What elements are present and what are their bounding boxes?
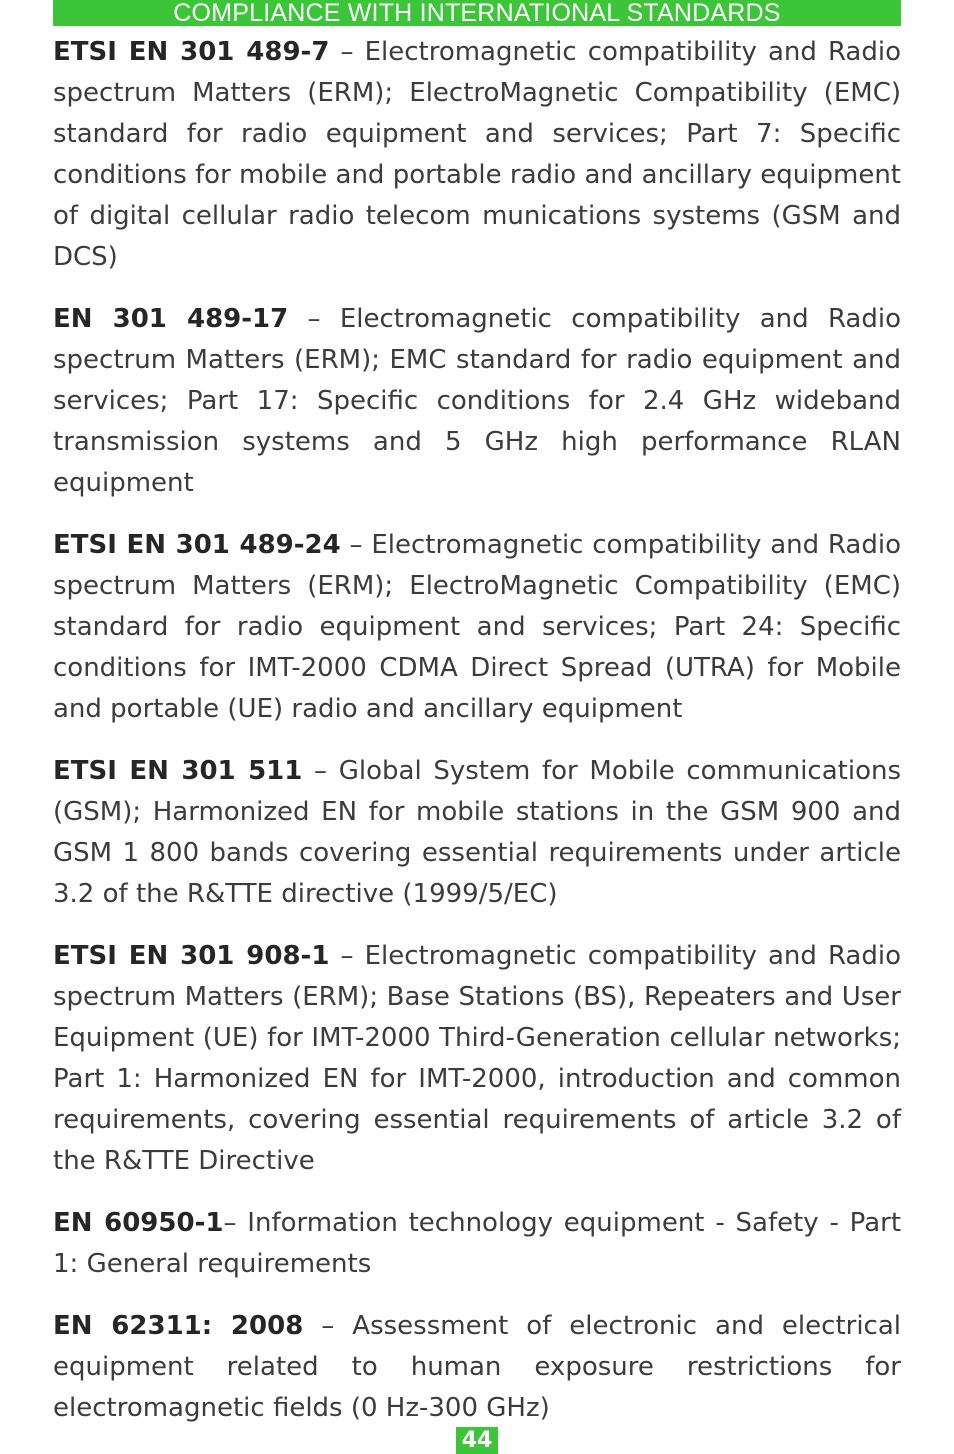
page-number: 44 — [456, 1427, 498, 1454]
entry-separator: – — [303, 1311, 353, 1341]
standard-entry — [53, 936, 901, 1182]
entry-separator: – — [340, 530, 372, 560]
standard-code: ETSI EN 301 489-7 — [53, 37, 330, 67]
standard-description: Electromagnetic compatibility and Radio spectrum Matters (ERM); ElectroMagnetic Compatibility (EMC) standard for radio equipment and services; Part 7: Specific conditions for mobile and portable radio and ancillary equipment of digital cellular radio telecom munications systems (GSM and DCS) — [53, 37, 901, 272]
standard-code: ETSI EN 301 489-24 — [53, 530, 341, 560]
entry-separator: – — [223, 1208, 248, 1238]
standard-entry — [53, 525, 901, 730]
standard-entry — [53, 32, 901, 278]
standard-description: Global System for Mobile communications (GSM); Harmonized EN for mobile stations in the GSM 900 and GSM 1 800 bands covering essential requirements under article 3.2 of the R&TTE directive (1999/5/EC) — [53, 756, 901, 909]
standard-description: Information technology equipment - Safety - Part 1: General requirements — [53, 1208, 902, 1279]
standard-entry — [53, 751, 901, 915]
standard-code: EN 62311: 2008 — [53, 1311, 304, 1341]
standards-list — [53, 32, 901, 1450]
entry-separator: – — [288, 304, 340, 334]
entry-separator: – — [329, 37, 365, 67]
standard-description: Assessment of electronic and electrical equipment related to human exposure restrictions for electromagnetic fields (0 Hz-300 GHz) — [53, 1311, 902, 1423]
standard-code: ETSI EN 301 908-1 — [53, 941, 330, 971]
standard-entry — [53, 299, 901, 504]
standard-code: EN 60950-1 — [53, 1208, 224, 1238]
standard-description: Electromagnetic compatibility and Radio spectrum Matters (ERM); ElectroMagnetic Compatibility (EMC) standard for radio equipment and services; Part 24: Specific conditions for IMT-2000 CDMA Direct Spread (UTRA) for Mobile and portable (UE) radio and ancillary equipment — [53, 530, 901, 724]
standard-entry — [53, 1306, 901, 1429]
entry-separator: – — [329, 941, 365, 971]
standard-code: ETSI EN 301 511 — [53, 756, 303, 786]
standard-description: Electromagnetic compatibility and Radio spectrum Matters (ERM); Base Stations (BS), Repeaters and User Equipment (UE) for IMT-2000 Third-Generation cellular networks; Part 1: Harmonized EN for IMT-2000, introduction and common requirements, covering essential requirements of article 3.2 of the R&TTE Directive — [53, 941, 901, 1176]
standard-entry — [53, 1203, 901, 1285]
section-title: COMPLIANCE WITH INTERNATIONAL STANDARDS — [173, 0, 781, 26]
standard-code: EN 301 489-17 — [53, 304, 289, 334]
entry-separator: – — [302, 756, 339, 786]
section-header — [53, 0, 901, 26]
standard-description: Electromagnetic compatibility and Radio spectrum Matters (ERM); EMC standard for radio equipment and services; Part 17: Specific conditions for 2.4 GHz wideband transmission systems and 5 GHz high performance RLAN equipment — [53, 304, 902, 498]
